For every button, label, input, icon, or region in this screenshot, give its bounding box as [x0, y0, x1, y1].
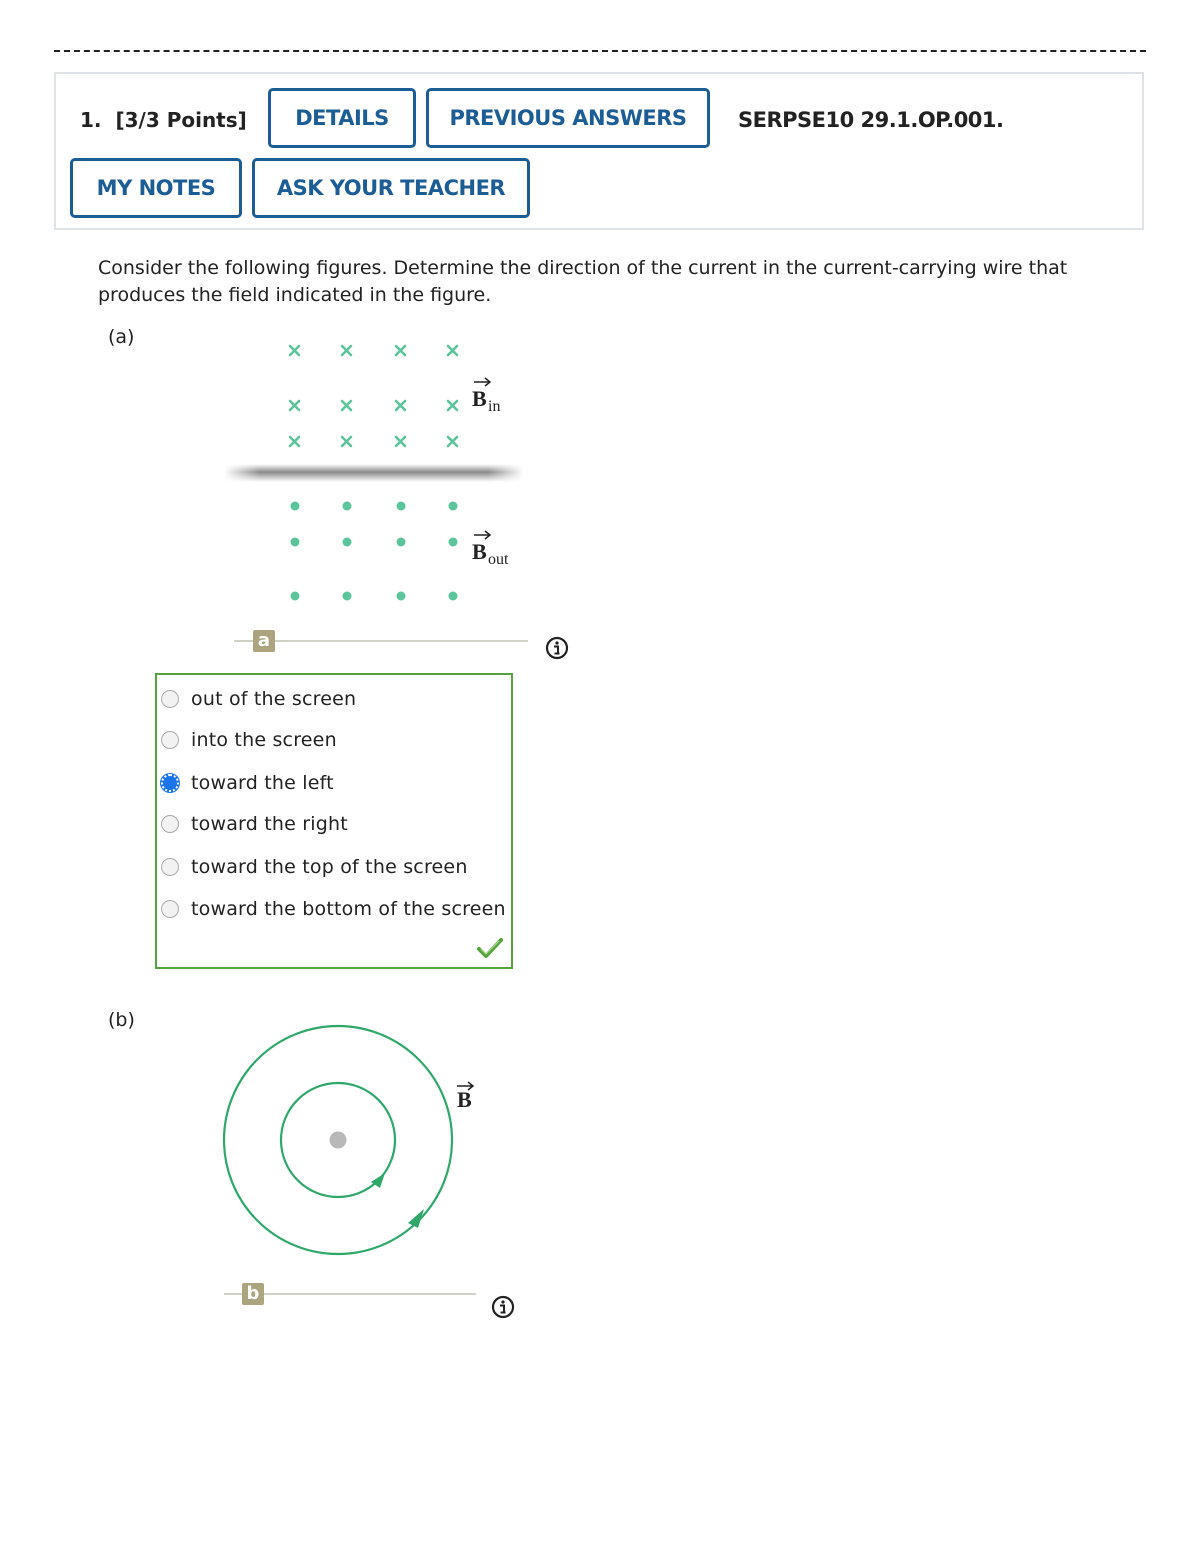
- option-toward-left[interactable]: toward the left: [161, 768, 334, 798]
- field-into-screen-crosses: [290, 346, 457, 446]
- svg-text:out: out: [488, 551, 509, 568]
- option-toward-right[interactable]: toward the right: [161, 809, 348, 839]
- figure-a: [220, 330, 540, 624]
- radio-button[interactable]: [161, 690, 179, 708]
- option-into-screen[interactable]: into the screen: [161, 725, 337, 755]
- part-a-label: (a): [108, 326, 135, 348]
- svg-text:B: B: [472, 386, 487, 411]
- circular-field-lines-diagram: [210, 1010, 500, 1270]
- question-number-points: 1. [3/3 Points]: [80, 108, 247, 132]
- svg-text:in: in: [488, 398, 501, 415]
- my-notes-button[interactable]: MY NOTES: [70, 158, 242, 218]
- details-button[interactable]: DETAILS: [268, 88, 416, 148]
- wire: [224, 464, 524, 482]
- radio-button-selected[interactable]: [161, 774, 179, 792]
- answer-options-a: [155, 673, 513, 969]
- svg-text:B: B: [457, 1087, 472, 1112]
- radio-button[interactable]: [161, 900, 179, 918]
- question-header: [54, 72, 1144, 230]
- previous-answers-button[interactable]: PREVIOUS ANSWERS: [426, 88, 710, 148]
- figure-a-tag: a: [253, 630, 275, 652]
- radio-button[interactable]: [161, 858, 179, 876]
- option-out-of-screen[interactable]: out of the screen: [161, 684, 356, 714]
- correct-check-icon: [477, 937, 503, 959]
- part-b-label: (b): [108, 1009, 135, 1031]
- svg-text:B: B: [472, 539, 487, 564]
- option-toward-bottom[interactable]: toward the bottom of the screen: [161, 894, 506, 924]
- ask-your-teacher-button[interactable]: ASK YOUR TEACHER: [252, 158, 530, 218]
- b-field-label: [457, 1082, 473, 1112]
- question-prompt: Consider the following figures. Determine the direction of the current in the current-carrying wire that produces the field indicated in the figure.: [98, 257, 1068, 306]
- figure-b-tag: b: [242, 1283, 264, 1305]
- dashed-separator: [54, 50, 1146, 52]
- info-icon[interactable]: [545, 636, 569, 660]
- figure-b: [210, 1010, 500, 1274]
- info-icon[interactable]: [491, 1295, 515, 1319]
- field-out-of-screen-dots: [291, 502, 458, 601]
- figure-a-caption-line: [234, 640, 528, 642]
- b-in-label: [472, 378, 500, 415]
- b-out-label: [472, 531, 509, 568]
- magnetic-field-wire-diagram: [220, 330, 540, 620]
- option-toward-top[interactable]: toward the top of the screen: [161, 852, 468, 882]
- radio-button[interactable]: [161, 815, 179, 833]
- radio-button[interactable]: [161, 731, 179, 749]
- question-code: SERPSE10 29.1.OP.001.: [738, 108, 1004, 132]
